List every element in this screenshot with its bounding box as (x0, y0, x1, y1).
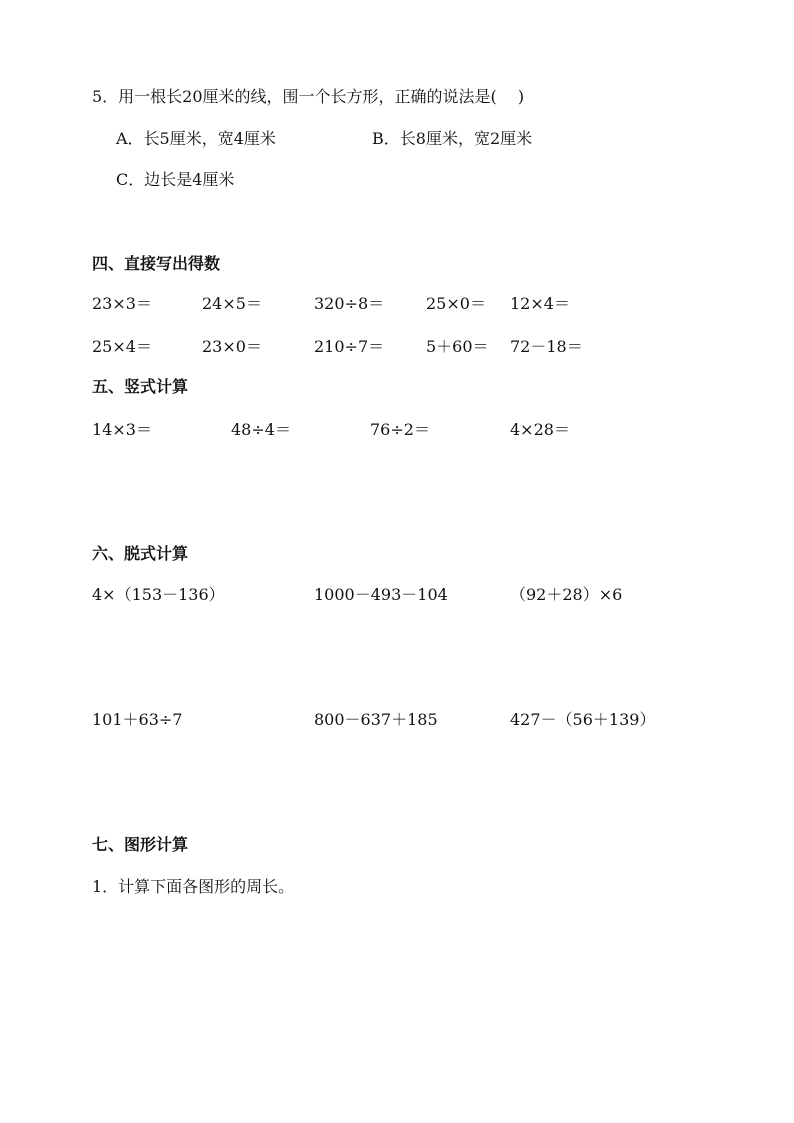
section-5-title: 五、竖式计算 (92, 377, 189, 396)
step-calc-item: 101＋63÷7 (92, 710, 183, 729)
vertical-calc-item: 14×3＝ (92, 420, 152, 439)
section-4-title: 四、直接写出得数 (92, 254, 221, 273)
vertical-calc-item: 76÷2＝ (370, 420, 430, 439)
vertical-calc-item: 48÷4＝ (231, 420, 291, 439)
oral-calc-item: 72－18＝ (510, 337, 583, 356)
section-6-title: 六、脱式计算 (92, 544, 189, 563)
step-calc-item: 4×（153－136） (92, 585, 225, 604)
oral-calc-item: 320÷8＝ (314, 294, 385, 313)
step-calc-item: 427－（56＋139） (510, 710, 656, 729)
oral-calc-item: 25×4＝ (92, 337, 152, 356)
section-7-title: 七、图形计算 (92, 835, 189, 854)
oral-calc-item: 5＋60＝ (426, 337, 489, 356)
question-5-option-b: B．长8厘米，宽2厘米 (372, 129, 533, 148)
step-calc-item: 1000－493－104 (314, 585, 448, 604)
oral-calc-item: 12×4＝ (510, 294, 570, 313)
oral-calc-item: 23×0＝ (202, 337, 262, 356)
oral-calc-item: 23×3＝ (92, 294, 152, 313)
question-5-option-a: A．长5厘米，宽4厘米 (116, 129, 276, 148)
step-calc-item: （92＋28）×6 (510, 585, 623, 604)
section-7-question-1: 1．计算下面各图形的周长。 (92, 877, 295, 896)
oral-calc-item: 210÷7＝ (314, 337, 385, 356)
oral-calc-item: 24×5＝ (202, 294, 262, 313)
question-5-stem: 5．用一根长20厘米的线，围一个长方形，正确的说法是( ) (92, 87, 525, 106)
question-5-option-c: C．边长是4厘米 (116, 170, 235, 189)
step-calc-item: 800－637＋185 (314, 710, 438, 729)
oral-calc-item: 25×0＝ (426, 294, 486, 313)
vertical-calc-item: 4×28＝ (510, 420, 570, 439)
